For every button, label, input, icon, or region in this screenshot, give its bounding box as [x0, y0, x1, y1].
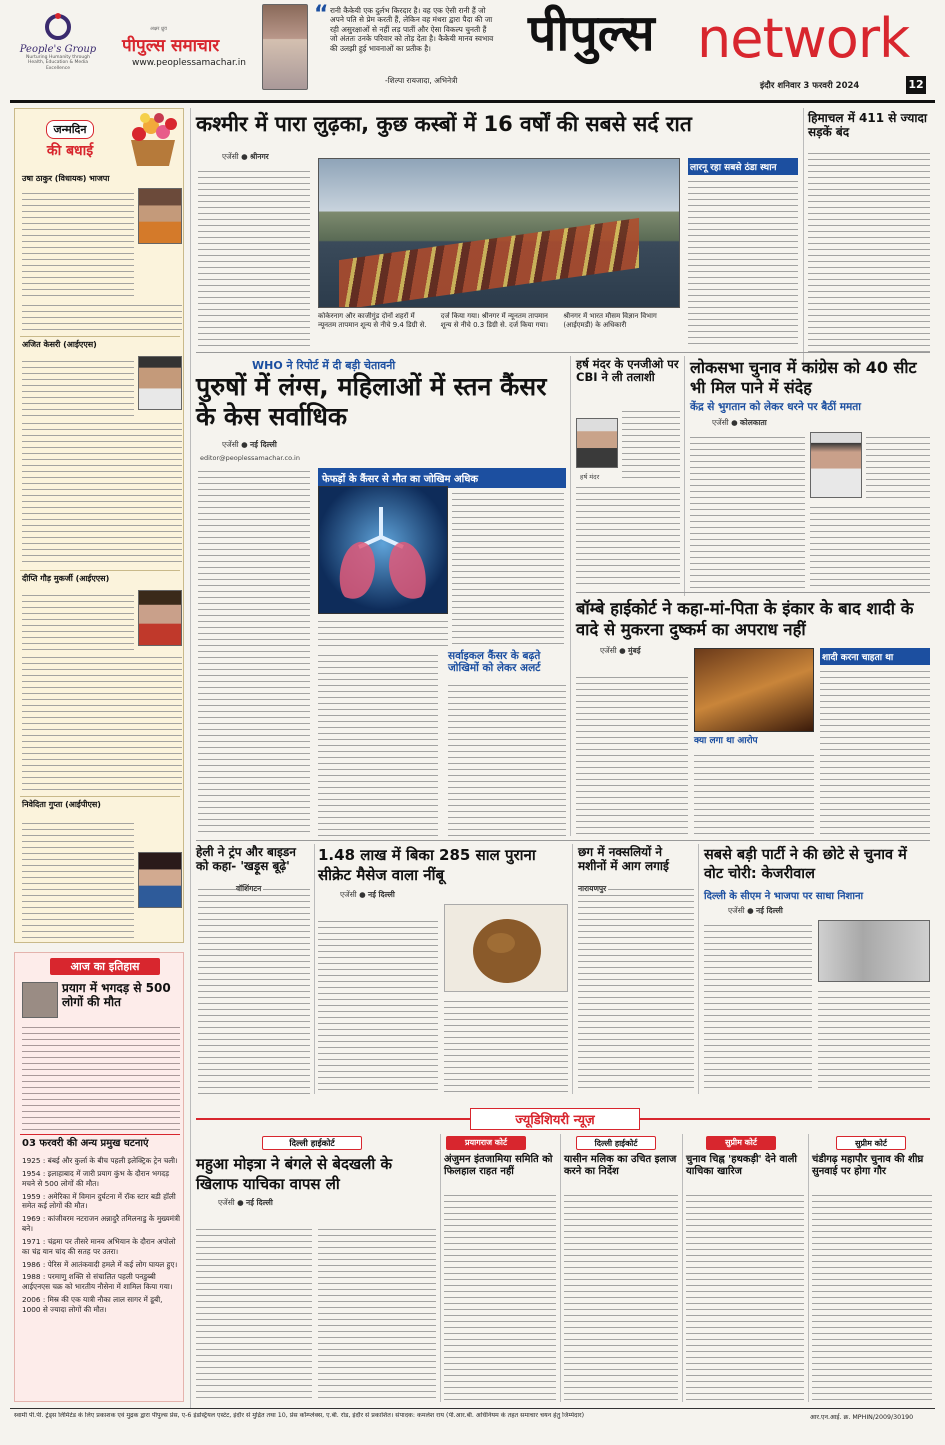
footer-imprint: स्वामी पी.पी. ट्रेड्स लिमिटेड के लिए प्रकाशक एवं मुद्रक द्वारा पीपुल्स प्रेस, ए-6 इंडस्ट्रियल एस्टेट, इंदौर से मुद्रित तथा 10, प्रेस कॉम्प्लेक्स, ए.बी. रोड, इंदौर से प्रकाशित। संपादक: कमलेश राय (पी.आर.बी. अधिनियम के तहत समाचार चयन हेतु जिम्मेदार): [14, 1412, 585, 1419]
cancer-col-3: [448, 680, 566, 836]
cancer-box-col: [452, 488, 564, 646]
judiciary-body-1a: [196, 1224, 312, 1402]
page-number: 12: [906, 76, 926, 94]
cancer-box-title: फेफड़ों के कैंसर से मौत का जोखिम अधिक: [318, 468, 566, 488]
birthday-person-2-name: अजित केसरी (आईएएस): [22, 340, 97, 349]
cancer-alert-title: सर्वाइकल कैंसर के बढ़ते जोखिमों को लेकर अलर्ट: [448, 650, 541, 675]
history-events-heading: 03 फरवरी की अन्य प्रमुख घटनाएं: [22, 1138, 149, 1149]
group-tagline: Nurturing Humanity through Health, Education & Media Excellence: [26, 55, 90, 71]
birthday-person-3-desc: [22, 590, 134, 652]
quote-mark-icon: “: [314, 2, 329, 27]
masthead-quote: रानी कैकेयी एक दुर्लभ किरदार है। वह एक ऐसी रानी हैं जो अपने पति से प्रेम करती हैं, लेकिन वह मंथरा द्वारा पैदा की जा रही असुरक्षाओं से नहीं लड़ पातीं और ऐसा विकल्प चुनती हैं जो अंततः उनके परिवार को तोड़ देता है। कैकेयी मानव स्वभाव की उलझी हुई भावनाओं का प्रतीक है।: [330, 6, 494, 53]
lemon-icon: [445, 905, 569, 993]
haley-city: वॉशिंगटन: [236, 884, 262, 893]
group-logo: [18, 12, 98, 82]
congress-headline: लोकसभा चुनाव में कांग्रेस को 40 सीट भी मिल पाने में संदेह: [690, 358, 917, 397]
haley-body-a: [198, 884, 310, 1094]
history-events-list: [22, 1156, 180, 1400]
kashmir-side-title: लारनू रहा सबसे ठंडा स्थान: [688, 158, 798, 175]
kashmir-byline: एजेंसी ● श्रीनगर: [222, 152, 269, 161]
judiciary-headline-3: यासीन मलिक का उचित इलाज करने का निर्देश: [564, 1154, 677, 1177]
birthday-person-1-name: उषा ठाकुर (विधायक) भाजपा: [22, 174, 110, 183]
actress-photo: [262, 4, 308, 90]
harsh-body-a: [622, 406, 680, 478]
bombay-sub-title: क्या लगा था आरोप: [694, 736, 758, 746]
birthday-title-2: की बधाई: [46, 143, 94, 159]
masthead: [0, 0, 945, 100]
lemon-col-2: [444, 996, 568, 1092]
judiciary-court-3: दिल्ली हाईकोर्ट: [576, 1136, 656, 1150]
congress-byline: एजेंसी ● कोलकाता: [712, 418, 767, 427]
bombay-side-body: [820, 666, 930, 836]
gavel-photo: [694, 648, 814, 732]
kashmir-caption: कोकेरनाग और काजीगुंड दोनों शहरों में न्यूनतम तापमान शून्य से नीचे 9.4 डिग्री से. दर्ज किया गया। श्रीनगर में न्यूनतम तापमान शून्य से नीचे 0.3 डिग्री से. दर्ज किया गया। श्रीनगर में भारत मौसम विज्ञान विभाग (आईएमडी) के अधिकारी: [318, 312, 657, 330]
kejriwal-col-1: [704, 920, 812, 1092]
flower-basket-icon: [125, 110, 181, 168]
judiciary-headline-1: महुआ मोइत्रा ने बंगले से बेदखली के खिलाफ याचिका वापस ली: [196, 1155, 393, 1194]
judiciary-court-1: दिल्ली हाईकोर्ट: [262, 1136, 362, 1150]
history-event: 1925 : बंबई और कुर्ला के बीच पहली इलेक्ट्रिक ट्रेन चली।: [22, 1156, 178, 1165]
judiciary-court-2: प्रयागराज कोर्ट: [446, 1136, 526, 1150]
kejriwal-byline-city: नई दिल्ली: [756, 906, 783, 915]
cancer-headline: पुरुषों में लंग्स, महिलाओं में स्तन कैंसर के केस सर्वाधिक: [196, 372, 547, 431]
history-heading: आज का इतिहास: [50, 958, 160, 975]
sister-paper-name: पीपुल्स समाचार: [122, 36, 220, 56]
cancer-byline-city: नई दिल्ली: [250, 440, 277, 449]
judiciary-byline-1-agency: एजेंसी: [218, 1198, 235, 1207]
history-event: 1954 : इलाहाबाद में जारी प्रयाग कुंभ के दौरान भगदड़ मचने से 500 लोगों की मौत।: [22, 1168, 169, 1188]
footer-registration: आर.एन.आई. क्र. MPHIN/2009/30190: [810, 1414, 914, 1421]
lungs-icon: [319, 487, 449, 615]
cancer-byline: एजेंसी ● नई दिल्ली: [222, 440, 277, 449]
congress-col-1: [690, 432, 805, 588]
lemon-col-1: [318, 916, 438, 1092]
sister-paper-url[interactable]: www.peoplessamachar.in: [132, 58, 246, 68]
judiciary-headline-5: चंडीगढ़ महापौर चुनाव की शीघ्र सुनवाई पर होगा गौर: [812, 1154, 924, 1177]
birthday-person-1-desc-cont: [22, 300, 182, 332]
bombay-col-2: [694, 750, 814, 836]
judiciary-court-5: सुप्रीम कोर्ट: [836, 1136, 906, 1150]
history-event: 2006 : मिस्र की एक यात्री नौका लाल सागर में डूबी, 1000 से ज्यादा लोगों की मौत।: [22, 1295, 163, 1314]
kashmir-byline-city: श्रीनगर: [250, 152, 269, 161]
bombay-byline-city: मुंबई: [628, 646, 641, 655]
history-story-body: [22, 1022, 180, 1130]
lemon-byline: एजेंसी ● नई दिल्ली: [340, 890, 395, 899]
haley-headline: हेली ने ट्रंप और बाइडन को कहा- 'खड़ूस बूढ़े': [196, 845, 296, 873]
birthday-person-2-desc-cont: [22, 418, 182, 566]
birthday-person-3-desc-cont: [22, 652, 182, 792]
history-photo: [22, 982, 58, 1018]
judiciary-body-2: [444, 1190, 556, 1402]
cancer-kicker: WHO ने रिपोर्ट में दी बड़ी चेतावनी: [252, 359, 396, 372]
kejriwal-headline: सबसे बड़ी पार्टी ने की छोटे से चुनाव में वोट चोरी: केजरीवाल: [704, 847, 907, 882]
birthday-person-3-name: दीप्ति गौड़ मुकर्जी (आईएएस): [22, 574, 110, 583]
masthead-quote-author: -शिल्पा रायजादा, अभिनेत्री: [385, 76, 458, 85]
judiciary-body-5: [812, 1190, 932, 1402]
naxal-headline: छग में नक्सलियों ने मशीनों में आग लगाई: [578, 845, 669, 873]
birthday-person-4-name: निवेदिता गुप्ता (आईपीएस): [22, 800, 101, 809]
bombay-side-title: शादी करना चाहता था: [820, 648, 930, 665]
kashmir-byline-agency: एजेंसी: [222, 152, 239, 161]
history-event: 1986 : पेरिस में आतंकवादी हमले में कई लोग घायल हुए।: [22, 1259, 178, 1269]
history-story-title: प्रयाग में भगदड़ से 500 लोगों की मौत: [62, 981, 171, 1009]
birthday-person-1-photo: [138, 188, 182, 244]
kashmir-side-body: [688, 176, 798, 344]
title-english: network: [697, 7, 910, 70]
bombay-col-1: [576, 672, 688, 836]
congress-sub: केंद्र से भुगतान को लेकर धरने पर बैठीं ममता: [690, 401, 861, 413]
judiciary-body-1b: [318, 1224, 436, 1402]
cancer-col-1: [198, 466, 310, 836]
congress-byline-agency: एजेंसी: [712, 418, 729, 427]
birthday-heading: [20, 118, 120, 160]
cancer-byline-agency: एजेंसी: [222, 440, 239, 449]
kejriwal-sub: दिल्ली के सीएम ने भाजपा पर साधा निशाना: [704, 891, 864, 902]
mamata-photo: [810, 432, 862, 498]
bombay-headline: बॉम्बे हाईकोर्ट ने कहा-मां-पिता के इंकार के बाद शादी के वादे से मुकरना दुष्कर्म का अपराध नहीं: [576, 599, 914, 640]
naxal-body: [578, 884, 694, 1092]
group-logo-icon: [43, 12, 73, 42]
himachal-headline: हिमाचल में 411 से ज्यादा सड़कें बंद: [808, 111, 927, 139]
birthday-person-2-photo: [138, 356, 182, 410]
group-name: People's Group: [19, 44, 97, 55]
judiciary-court-4: सुप्रीम कोर्ट: [706, 1136, 776, 1150]
history-event: 1959 : अमेरिका में विमान दुर्घटना में रॉक स्टार बडी हॉली समेत कई लोगों की मौत।: [22, 1191, 176, 1211]
congress-col-2a: [866, 432, 930, 498]
history-event: 1988 : परमाणु शक्ति से संचालित पहली पनडुब्बी आईएनएस चक्र को भारतीय नौसेना में शामिल किया गया।: [22, 1272, 173, 1292]
judiciary-body-3: [564, 1190, 678, 1402]
kashmir-photo: [318, 158, 680, 308]
birthday-title-1: जन्मदिन: [46, 120, 93, 139]
judiciary-banner-text: ज्यूडिशियरी न्यूज़: [515, 1113, 595, 1128]
dateline: इंदौर शनिवार 3 फरवरी 2024: [760, 81, 860, 91]
history-event: 1969 : कांजीवरम नटराजन अन्नादुरै तमिलनाडु के मुख्यमंत्री बने।: [22, 1214, 180, 1234]
birthday-person-2-desc: [22, 356, 134, 418]
bombay-byline-agency: एजेंसी: [600, 646, 617, 655]
kejriwal-photo: [818, 920, 930, 982]
bombay-byline: एजेंसी ● मुंबई: [600, 646, 641, 655]
kashmir-col-1: [198, 166, 310, 346]
birthday-person-1-desc: [22, 188, 134, 300]
himachal-body: [808, 148, 930, 354]
judiciary-headline-4: चुनाव चिह्न 'हथकड़ी' देने वाली याचिका खारिज: [686, 1154, 797, 1177]
harsh-photo: [576, 418, 618, 468]
lemon-byline-city: नई दिल्ली: [368, 890, 395, 899]
lemon-photo: [444, 904, 568, 992]
title-hindi: पीपुल्स: [528, 4, 655, 62]
naxal-city: नारायणपुर: [578, 884, 607, 893]
harsh-body-b: [576, 482, 680, 588]
cancer-lungs-caption: [318, 616, 448, 646]
judiciary-byline-1: एजेंसी ● नई दिल्ली: [218, 1198, 273, 1207]
kejriwal-byline: एजेंसी ● नई दिल्ली: [728, 906, 783, 915]
judiciary-headline-2: अंजुमन इंतजामिया समिति को फिलहाल राहत नहीं: [444, 1154, 553, 1177]
lungs-image: [318, 486, 448, 614]
kashmir-headline: कश्मीर में पारा लुढ़का, कुछ कस्बों में 16 वर्षों की सबसे सर्द रात: [196, 112, 692, 136]
cancer-col-2: [318, 650, 438, 836]
judiciary-banner: [470, 1108, 640, 1130]
congress-byline-city: कोलकाता: [740, 418, 767, 427]
lemon-byline-agency: एजेंसी: [340, 890, 357, 899]
lemon-headline: 1.48 लाख में बिका 285 साल पुराना सीक्रेट मैसेज वाला नींबू: [318, 846, 536, 884]
cancer-email[interactable]: editor@peoplessamachar.co.in: [200, 454, 300, 462]
judiciary-byline-1-city: नई दिल्ली: [246, 1198, 273, 1207]
harsh-headline: हर्ष मंदर के एनजीओ पर CBI ने ली तलाशी: [576, 357, 679, 385]
sister-paper-tag: अक्षर ध्रुव: [150, 26, 167, 32]
judiciary-body-4: [686, 1190, 804, 1402]
birthday-person-4-photo: [138, 852, 182, 908]
harsh-photo-caption: हर्ष मंदर: [580, 473, 600, 481]
birthday-person-3-photo: [138, 590, 182, 646]
kejriwal-col-2: [818, 986, 930, 1092]
history-event: 1971 : चंद्रमा पर तीसरे मानव अभियान के दौरान अपोलो का चंद्र यान चांद की सतह पर उतरा।: [22, 1236, 176, 1256]
birthday-person-4-desc: [22, 818, 134, 938]
kejriwal-byline-agency: एजेंसी: [728, 906, 745, 915]
congress-col-2: [810, 502, 930, 588]
